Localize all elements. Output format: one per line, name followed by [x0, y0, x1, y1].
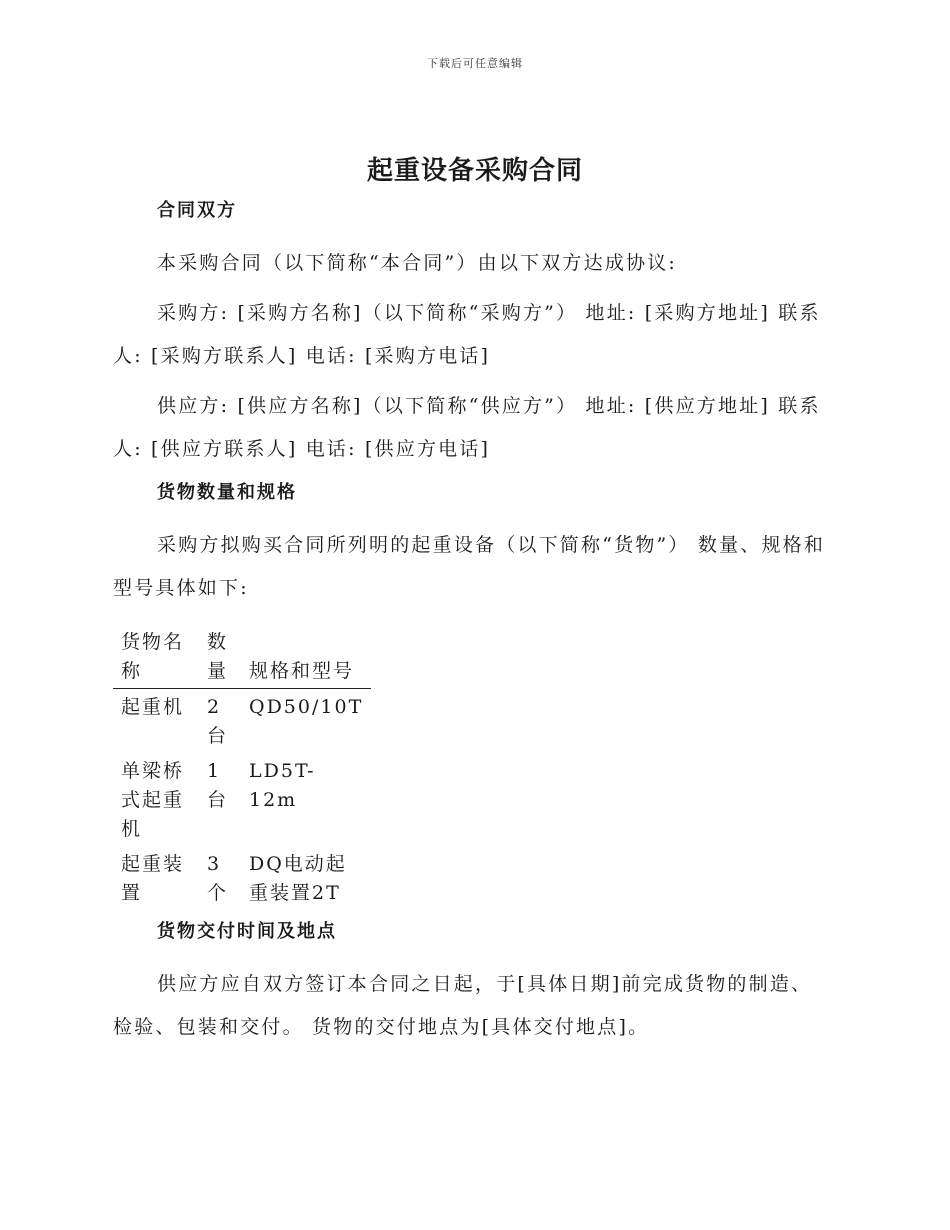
buyer-info: 采购方: [采购方名称]（以下简称“采购方”） 地址: [采购方地址] 联系人: [采购方联系人] 电话: [采购方电话] [113, 302, 821, 367]
goods-intro: 采购方拟购买合同所列明的起重设备（以下简称“货物”） 数量、规格和型号具体如下: [113, 534, 826, 599]
page-title: 起重设备采购合同 [366, 156, 583, 186]
table-cell: LD5T-12m [249, 760, 316, 811]
table-cell: QD50/10T [249, 696, 364, 718]
goods-spec-table [113, 628, 371, 910]
table-header-cell: 数量 [199, 628, 241, 689]
table-header-cell: 货物名称 [113, 628, 199, 689]
table-cell: 1台 [207, 760, 229, 811]
table-cell: 起重机 [121, 696, 185, 718]
table-row [113, 753, 371, 846]
section-heading-parties: 合同双方 [157, 200, 237, 221]
table-cell: DQ电动起重装置2T [249, 853, 347, 904]
table-cell: 起重装置 [121, 853, 185, 904]
document-body [113, 196, 831, 1049]
delivery-text: 供应方应自双方签订本合同之日起，于[具体日期]前完成货物的制造、检验、包装和交付。 货物的交付地点为[具体交付地点]。 [113, 973, 813, 1038]
table-cell: 2台 [207, 696, 229, 747]
section-heading-delivery: 货物交付时间及地点 [157, 921, 337, 942]
table-cell: 3个 [207, 853, 229, 904]
supplier-info: 供应方: [供应方名称]（以下简称“供应方”） 地址: [供应方地址] 联系人: [供应方联系人] 电话: [供应方电话] [113, 395, 821, 460]
table-row [113, 689, 371, 754]
parties-intro: 本采购合同（以下简称“本合同”）由以下双方达成协议: [157, 252, 678, 274]
section-heading-goods: 货物数量和规格 [157, 482, 297, 503]
table-header-cell: 规格和型号 [241, 628, 371, 689]
table-cell: 单梁桥式起重机 [121, 760, 185, 840]
table-row [113, 846, 371, 910]
header-note: 下载后可任意编辑 [427, 57, 523, 70]
table-header-row [113, 628, 371, 689]
